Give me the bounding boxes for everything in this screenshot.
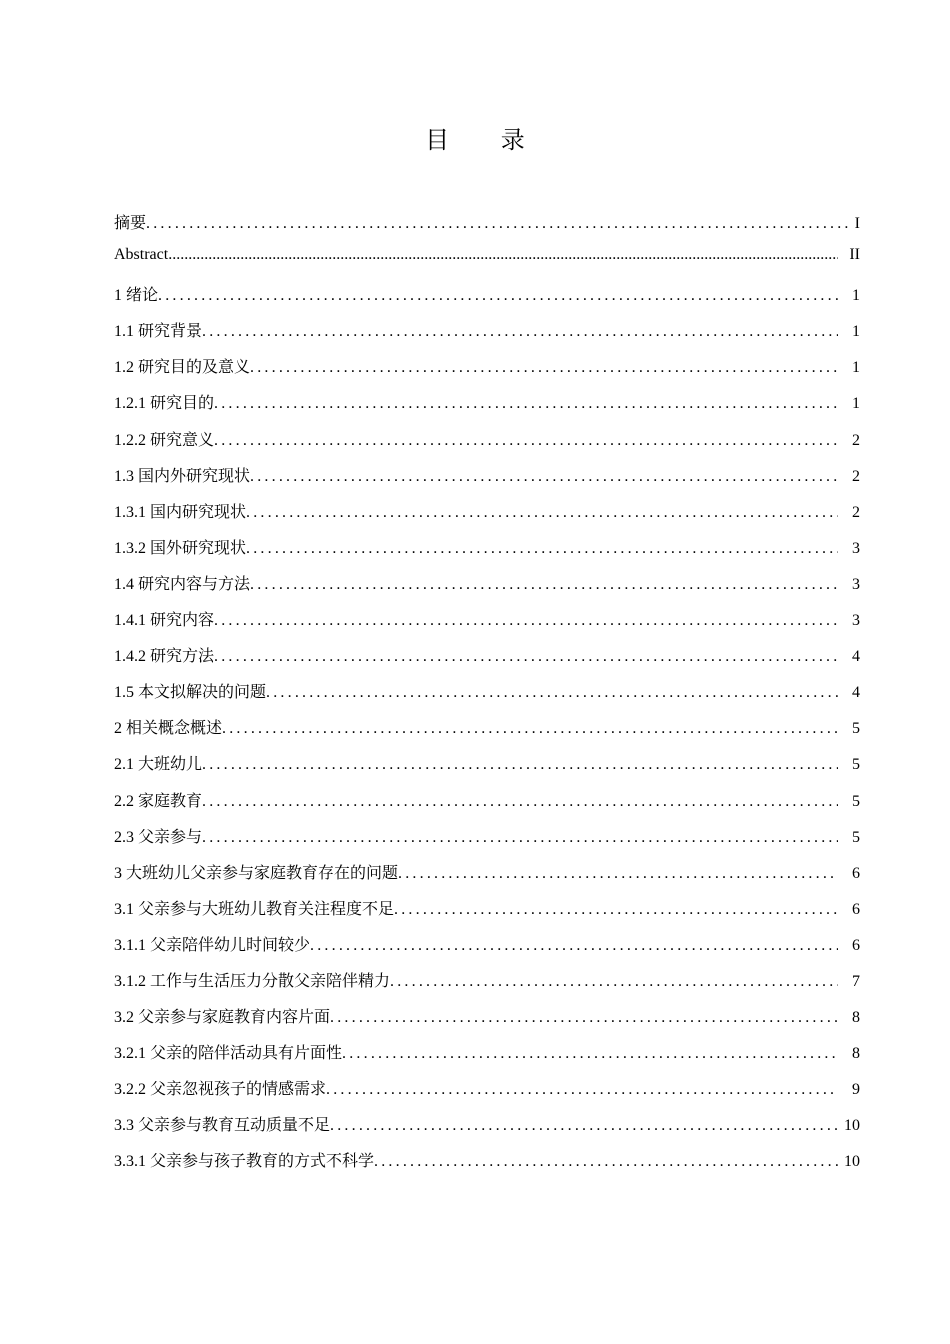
- toc-title: 目 录: [425, 126, 547, 154]
- toc-entry[interactable]: [114, 607, 860, 643]
- toc-entry[interactable]: [114, 354, 860, 390]
- toc-entry-label: 3 大班幼儿父亲参与家庭教育存在的问题: [114, 864, 399, 882]
- toc-entry-page: 2: [852, 467, 860, 485]
- toc-leader-dots: [390, 973, 838, 991]
- toc-leader-dots: [214, 648, 838, 666]
- toc-entry[interactable]: [114, 571, 860, 607]
- toc-entry-page: 5: [852, 756, 860, 774]
- toc-entry[interactable]: [114, 1004, 860, 1040]
- toc-entry-page: 10: [844, 1117, 860, 1135]
- toc-entry-page: 8: [852, 1045, 860, 1063]
- toc-entry[interactable]: [114, 1148, 860, 1184]
- toc-entry-page: 3: [852, 575, 860, 593]
- toc-entry-page: 10: [844, 1153, 860, 1171]
- toc-entry[interactable]: [114, 824, 860, 860]
- toc-entry-label: 2.1 大班幼儿: [114, 756, 203, 774]
- toc-leader-dots: [202, 829, 838, 847]
- toc-leader-dots: [250, 468, 838, 486]
- toc-entry-label: 1.4 研究内容与方法: [114, 575, 251, 593]
- toc-entry-label: 3.3 父亲参与教育互动质量不足: [114, 1117, 331, 1135]
- toc-entry-page: 6: [852, 864, 860, 882]
- toc-entry-page: 5: [852, 792, 860, 810]
- toc-entry-label: 3.1.1 父亲陪伴幼儿时间较少: [114, 936, 311, 954]
- toc-entry-page: 3: [852, 612, 860, 630]
- toc-leader-dots: [246, 540, 838, 558]
- toc-entry-page: 8: [852, 1009, 860, 1027]
- toc-entry[interactable]: [114, 463, 860, 499]
- toc-leader-dots: [330, 1117, 838, 1135]
- toc-entry[interactable]: [114, 643, 860, 679]
- toc-leader-dots: [202, 323, 838, 341]
- toc-entry-label: 1.3.1 国内研究现状: [114, 503, 247, 521]
- toc-entry[interactable]: [114, 679, 860, 715]
- toc-entry-page: 1: [852, 287, 860, 305]
- toc-leader-dots: [394, 901, 838, 919]
- toc-leader-dots: [250, 576, 838, 594]
- toc-entry-label: 1.2 研究目的及意义: [114, 359, 251, 377]
- toc-leader-dots: [310, 937, 838, 955]
- toc-leader-dots: [250, 359, 838, 377]
- toc-entry[interactable]: [114, 210, 860, 246]
- toc-entry-page: 6: [852, 900, 860, 918]
- toc-leader-dots: [222, 720, 838, 738]
- toc-entry-label: 3.1 父亲参与大班幼儿教育关注程度不足: [114, 900, 395, 918]
- toc-entry-label: Abstract: [114, 246, 169, 264]
- toc-list: [114, 210, 860, 1185]
- toc-entry-label: 1 绪论: [114, 287, 159, 305]
- toc-entry-label: 3.3.1 父亲参与孩子教育的方式不科学: [114, 1153, 375, 1171]
- toc-entry-page: 1: [852, 323, 860, 341]
- toc-entry-label: 摘要: [114, 215, 147, 232]
- toc-entry-label: 2.2 家庭教育: [114, 792, 203, 810]
- toc-entry-label: 1.2.1 研究目的: [114, 395, 215, 413]
- toc-entry-label: 3.2 父亲参与家庭教育内容片面: [114, 1009, 331, 1027]
- toc-leader-dots: [246, 504, 838, 522]
- toc-entry[interactable]: [114, 499, 860, 535]
- toc-entry-page: 4: [852, 648, 860, 666]
- toc-entry-page: I: [854, 215, 860, 232]
- toc-entry[interactable]: [114, 1076, 860, 1112]
- toc-entry-page: 5: [852, 720, 860, 738]
- toc-leader-dots: [214, 395, 838, 413]
- toc-entry-label: 1.4.2 研究方法: [114, 648, 215, 666]
- toc-entry[interactable]: [114, 246, 860, 282]
- toc-entry-label: 3.2.1 父亲的陪伴活动具有片面性: [114, 1045, 343, 1063]
- toc-entry-label: 1.4.1 研究内容: [114, 612, 215, 630]
- toc-entry-label: 1.5 本文拟解决的问题: [114, 684, 267, 702]
- toc-entry-page: 6: [852, 936, 860, 954]
- toc-entry[interactable]: [114, 788, 860, 824]
- toc-entry-page: 9: [852, 1081, 860, 1099]
- toc-leader-dots: [202, 756, 838, 774]
- toc-entry-page: 1: [852, 359, 860, 377]
- toc-entry[interactable]: [114, 896, 860, 932]
- toc-entry[interactable]: [114, 751, 860, 787]
- toc-entry[interactable]: [114, 860, 860, 896]
- toc-entry[interactable]: [114, 535, 860, 571]
- toc-leader-dots: [342, 1045, 838, 1063]
- toc-entry-page: 5: [852, 828, 860, 846]
- toc-entry-label: 3.2.2 父亲忽视孩子的情感需求: [114, 1081, 327, 1099]
- toc-entry[interactable]: [114, 932, 860, 968]
- toc-entry-page: II: [849, 246, 860, 264]
- toc-entry-label: 2.3 父亲参与: [114, 828, 203, 846]
- toc-leader-dots: [202, 793, 838, 811]
- toc-leader-dots: [374, 1153, 838, 1171]
- toc-leader-dots: [168, 246, 838, 264]
- toc-entry-label: 1.3 国内外研究现状: [114, 467, 251, 485]
- toc-entry-label: 3.1.2 工作与生活压力分散父亲陪伴精力: [114, 972, 391, 990]
- toc-entry[interactable]: [114, 1040, 860, 1076]
- toc-entry[interactable]: [114, 1112, 860, 1148]
- toc-leader-dots: [266, 684, 838, 702]
- toc-entry-page: 2: [852, 431, 860, 449]
- toc-entry[interactable]: [114, 318, 860, 354]
- toc-leader-dots: [146, 215, 850, 233]
- toc-entry[interactable]: [114, 282, 860, 318]
- toc-leader-dots: [326, 1081, 838, 1099]
- toc-entry-page: 3: [852, 539, 860, 557]
- toc-leader-dots: [330, 1009, 838, 1027]
- toc-entry-label: 1.3.2 国外研究现状: [114, 539, 247, 557]
- toc-entry-label: 2 相关概念概述: [114, 720, 223, 738]
- toc-entry-page: 1: [852, 395, 860, 413]
- toc-leader-dots: [158, 287, 838, 305]
- toc-leader-dots: [398, 865, 838, 883]
- toc-entry-label: 1.2.2 研究意义: [114, 431, 215, 449]
- toc-entry[interactable]: [114, 968, 860, 1004]
- toc-entry[interactable]: [114, 715, 860, 751]
- toc-leader-dots: [214, 612, 838, 630]
- toc-leader-dots: [214, 432, 838, 450]
- toc-entry-page: 7: [852, 972, 860, 990]
- toc-entry-page: 2: [852, 503, 860, 521]
- toc-entry[interactable]: [114, 390, 860, 426]
- toc-entry[interactable]: [114, 427, 860, 463]
- toc-entry-page: 4: [852, 684, 860, 702]
- toc-entry-label: 1.1 研究背景: [114, 323, 203, 341]
